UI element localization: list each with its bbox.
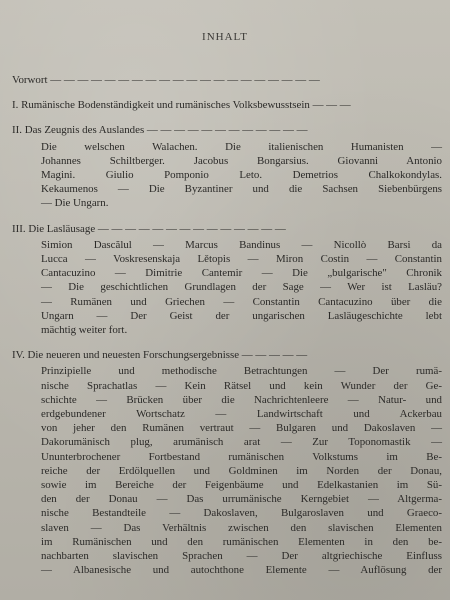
toc-subtopic-line: nische Sprachatlas — Kein Rätsel und kein Wunder der Ge- (41, 379, 442, 392)
toc-subtopic-line: Kekaumenos — Die Byzantiner und die Sachsen Siebenbürgens (41, 183, 442, 196)
toc-subtopic-line: von jeher den Rumänen vertraut — Bulgaren und Dakoslaven — (41, 422, 442, 435)
toc-subtopic-line: nachbarten slavischen Sprachen — Der altgriechische Einfluss (41, 550, 442, 563)
toc-subtopic-line: — Albanesische und autochthone Elemente — Auflösung der (41, 564, 442, 577)
toc-subtopic-line: den der Donau — Das urrumänische Kerngebiet — Altgerma- (41, 493, 442, 506)
toc-subtopic-line: Prinzipielle und methodische Betrachtungen — Der rumä- (41, 365, 442, 378)
toc-subtopic-line: sowie im Bereiche der Feigenbäume und Edelkastanien im Sü- (41, 479, 442, 492)
toc-subtopic-line: mächtig weiter fort. (41, 324, 128, 337)
toc-entry-section-4-heading: IV. Die neueren und neuesten Forschungsergebnisse — — — — — (12, 349, 308, 362)
toc-section-2-subtopics (12, 140, 444, 211)
section-spacer (12, 211, 444, 222)
toc-subtopic-line: Die welschen Walachen. Die italienischen Humanisten — (41, 140, 442, 153)
section-spacer (12, 112, 444, 123)
toc-subtopic-line: Johannes Schiltberger. Jacobus Bongarsius. Giovanni Antonio (41, 154, 442, 167)
page-title: INHALT (202, 31, 248, 43)
toc-subtopic-line: im Rumänischen und den rumänischen Elementen in den be- (41, 535, 442, 548)
toc-subtopic-line: Dakorumänisch plug, arumänisch arat — Zur Toponomastik — (41, 436, 442, 449)
toc-subtopic-line: Ungarn — Der Geist der ungarischen Lasläugeschichte lebt (41, 309, 442, 322)
toc-subtopic-line: — Die geschichtlichen Grundlagen der Sage — Wer ist Lasläu? (41, 281, 442, 294)
table-of-contents (12, 73, 444, 578)
toc-subtopic-line: Magini. Giulio Pomponio Leto. Demetrios Chalkokondylas. (41, 169, 442, 182)
toc-subtopic-line: Ununterbrochener Fortbestand rumänischen Volkstums im Be- (41, 450, 442, 463)
toc-subtopic-line: — Die Ungarn. (41, 197, 109, 210)
toc-subtopic-line: slaven — Das Verhältnis zwischen den slavischen Elementen (41, 521, 442, 534)
toc-subtopic-line: Lucca — Voskresenskaja Lětopis — Miron Costin — Constantin (41, 253, 442, 266)
toc-section-3-subtopics (12, 238, 444, 337)
toc-entry-section-2-heading: II. Das Zeugnis des Auslandes — — — — — — — — — — — — (12, 124, 308, 137)
toc-subtopic-line: nische Bestandteile — Dakoslaven, Bulgaroslaven und Graeco- (41, 507, 442, 520)
toc-subtopic-line: schichte — Brücken über die Nachrichtenleere — Natur- und (41, 393, 442, 406)
toc-entry-vorwort: Vorwort — — — — — — — — — — — — — — — — — — — — (12, 74, 320, 86)
toc-subtopic-line: Cantacuzino — Dimitrie Cantemir — Die „bulgarische" Chronik (41, 267, 442, 280)
toc-entry-section-1: I. Rumänische Bodenständigkeit und rumänisches Volksbewusstsein — — — (12, 99, 351, 112)
section-spacer (12, 87, 444, 98)
toc-section-4-subtopics (12, 364, 444, 577)
toc-subtopic-line: erdgebundener Wortschatz — Landwirtschaft und Ackerbau (41, 408, 442, 421)
toc-entry-section-3-heading: III. Die Lasläusage — — — — — — — — — — — — — — (12, 222, 286, 235)
section-spacer (12, 337, 444, 348)
toc-subtopic-line: reiche der Erdölquellen und Goldminen im Norden der Donau, (41, 464, 442, 477)
toc-subtopic-line: Simion Dascălul — Marcus Bandinus — Nicollò Barsi da (41, 238, 442, 251)
toc-subtopic-line: — Rumänen und Griechen — Constantin Cantacuzino über die (41, 295, 442, 308)
